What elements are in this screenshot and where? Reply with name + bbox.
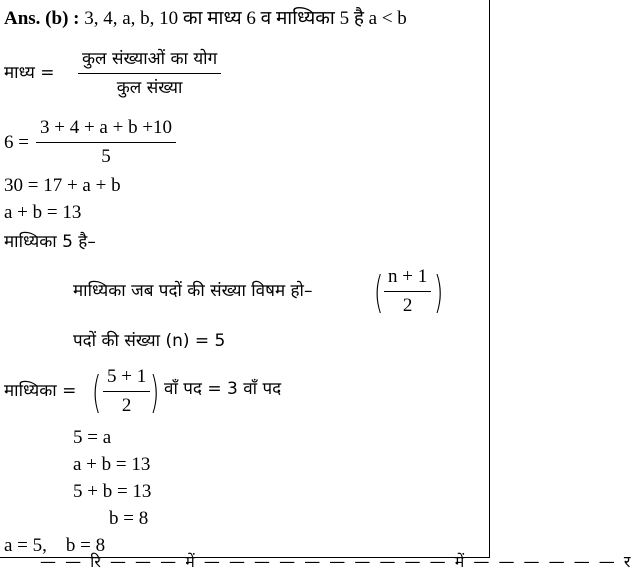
answer-header xyxy=(4,8,407,30)
mean-fraction xyxy=(78,48,221,99)
median-calc-lhs: माध्यिका = xyxy=(4,381,77,401)
answer-label: Ans. (b) : xyxy=(4,8,80,29)
step-2: a + b = 13 xyxy=(73,454,151,475)
mean-label: माध्य = xyxy=(4,63,55,83)
mean-numerator: कुल संख्याओं का योग xyxy=(82,49,218,69)
median-rule-text: माध्यिका जब पदों की संख्या विषम हो– xyxy=(73,281,313,301)
step-3: 5 + b = 13 xyxy=(73,481,152,502)
median-calc-fraction xyxy=(103,366,150,417)
median-rule-denominator: 2 xyxy=(402,295,413,316)
eq1-lhs: 6 = xyxy=(4,132,29,153)
left-paren: ( xyxy=(91,367,102,418)
final-answer: a = 5, b = 8 xyxy=(4,535,106,556)
median-rule-fraction xyxy=(384,266,431,317)
right-paren: ) xyxy=(149,367,160,418)
median-calc-denominator: 2 xyxy=(121,395,132,416)
cutoff-text: — — रि — — — में — — — — — — — — — — में — — — — — — र xyxy=(40,552,632,571)
eq2: 30 = 17 + a + b xyxy=(4,175,121,196)
right-paren: ) xyxy=(433,267,444,318)
cutoff-text-strip xyxy=(0,552,632,571)
median-calc-rhs: वाँ पद = 3 वाँ पद xyxy=(164,379,282,399)
left-paren: ( xyxy=(373,267,384,318)
eq1-numerator: 3 + 4 + a + b +10 xyxy=(40,117,173,138)
eq1-denominator: 5 xyxy=(101,146,111,167)
step-4: b = 8 xyxy=(109,508,149,529)
answer-statement: 3, 4, a, b, 10 का माध्य 6 व माध्यिका 5 है a < b xyxy=(79,8,407,29)
count-line: पदों की संख्या (n) = 5 xyxy=(73,331,226,351)
eq1-fraction xyxy=(36,117,176,168)
step-1: 5 = a xyxy=(73,427,112,448)
eq3: a + b = 13 xyxy=(4,202,82,223)
mean-denominator: कुल संख्या xyxy=(116,78,183,98)
median-intro: माध्यिका 5 है– xyxy=(4,232,96,252)
median-calc-numerator: 5 + 1 xyxy=(107,366,147,387)
median-rule-numerator: n + 1 xyxy=(388,266,428,287)
